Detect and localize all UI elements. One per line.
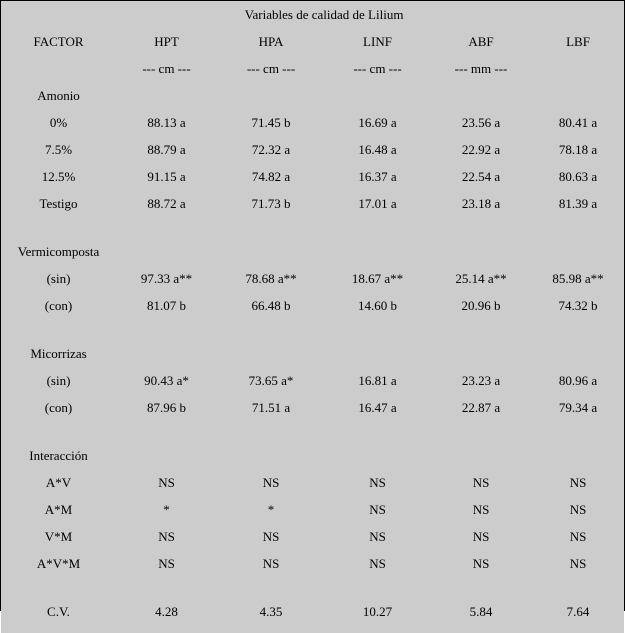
cell-hpt: * <box>116 496 217 523</box>
spacer-row <box>1 319 624 340</box>
footer-cell-abf: 5.84 <box>430 598 532 625</box>
cell-lbf: 81.39 a <box>532 190 624 217</box>
cell-hpt: 88.72 a <box>116 190 217 217</box>
spacer-cell <box>217 577 325 598</box>
group-spacer-cell <box>116 442 217 469</box>
table-row <box>1 523 624 550</box>
cell-lbf: 74.32 b <box>532 292 624 319</box>
spacer-cell <box>430 577 532 598</box>
spacer-row <box>1 421 624 442</box>
spacer-cell <box>116 319 217 340</box>
group-spacer-cell <box>532 442 624 469</box>
quality-variables-table <box>1 1 624 633</box>
row-label: V*M <box>1 523 116 550</box>
table-row <box>1 136 624 163</box>
group-spacer-cell <box>532 238 624 265</box>
row-label: 0% <box>1 109 116 136</box>
spacer-cell <box>1 577 116 598</box>
spacer-cell <box>532 577 624 598</box>
column-header-hpt: HPT <box>116 28 217 55</box>
spacer-cell <box>217 319 325 340</box>
row-label: (sin) <box>1 367 116 394</box>
spacer-cell <box>217 421 325 442</box>
cell-hpa: 66.48 b <box>217 292 325 319</box>
group-header-row <box>1 238 624 265</box>
table-row <box>1 550 624 577</box>
cell-linf: 17.01 a <box>325 190 430 217</box>
table-super-header-row <box>1 1 624 28</box>
cell-linf: 16.69 a <box>325 109 430 136</box>
row-label: Testigo <box>1 190 116 217</box>
spacer-cell <box>1 217 116 238</box>
cell-linf: NS <box>325 550 430 577</box>
table-row <box>1 496 624 523</box>
cell-hpt: 87.96 b <box>116 394 217 421</box>
table-row <box>1 265 624 292</box>
cell-lbf: NS <box>532 469 624 496</box>
row-label: (con) <box>1 394 116 421</box>
footer-cell-lbf: 7.64 <box>532 598 624 625</box>
spacer-cell <box>430 217 532 238</box>
factor-header: FACTOR <box>1 28 116 55</box>
column-header-hpa: HPA <box>217 28 325 55</box>
spacer-cell <box>430 319 532 340</box>
spacer-cell <box>532 421 624 442</box>
spacer-cell <box>532 217 624 238</box>
cell-abf: 23.56 a <box>430 109 532 136</box>
cell-hpa: 74.82 a <box>217 163 325 190</box>
spacer-cell <box>325 577 430 598</box>
column-header-linf: LINF <box>325 28 430 55</box>
cell-lbf: 79.34 a <box>532 394 624 421</box>
units-empty-cell <box>1 55 116 82</box>
cell-abf: NS <box>430 523 532 550</box>
cell-hpa: 71.45 b <box>217 109 325 136</box>
cell-hpt: 81.07 b <box>116 292 217 319</box>
cell-lbf: NS <box>532 523 624 550</box>
corner-cell <box>1 1 116 28</box>
cell-linf: NS <box>325 523 430 550</box>
footer-cell-linf: 10.27 <box>325 598 430 625</box>
cell-linf: 16.37 a <box>325 163 430 190</box>
spacer-cell <box>217 217 325 238</box>
cell-hpt: 88.79 a <box>116 136 217 163</box>
cell-abf: 22.87 a <box>430 394 532 421</box>
table-row <box>1 190 624 217</box>
cell-abf: 22.92 a <box>430 136 532 163</box>
cell-abf: NS <box>430 469 532 496</box>
cell-lbf: NS <box>532 550 624 577</box>
cell-hpa: 71.51 a <box>217 394 325 421</box>
spacer-cell <box>217 625 325 633</box>
spacer-cell <box>116 625 217 633</box>
group-spacer-cell <box>325 340 430 367</box>
super-header-label: Variables de calidad de Lilium <box>116 1 532 28</box>
group-header-row <box>1 442 624 469</box>
spacer-cell <box>325 319 430 340</box>
spacer-cell <box>116 421 217 442</box>
cell-abf: NS <box>430 550 532 577</box>
spacer-cell <box>430 625 532 633</box>
spacer-cell <box>532 625 624 633</box>
cell-hpt: 91.15 a <box>116 163 217 190</box>
table-row <box>1 367 624 394</box>
table-row <box>1 292 624 319</box>
cell-lbf: 80.96 a <box>532 367 624 394</box>
table-row <box>1 394 624 421</box>
group-spacer-cell <box>532 82 624 109</box>
spacer-row <box>1 217 624 238</box>
cell-hpa: 71.73 b <box>217 190 325 217</box>
cell-hpt: 97.33 a** <box>116 265 217 292</box>
units-linf: --- cm --- <box>325 55 430 82</box>
cell-linf: 18.67 a** <box>325 265 430 292</box>
cell-abf: 22.54 a <box>430 163 532 190</box>
cell-hpt: NS <box>116 550 217 577</box>
cell-hpa: NS <box>217 550 325 577</box>
cell-linf: 16.47 a <box>325 394 430 421</box>
group-header-row <box>1 340 624 367</box>
group-label-micorrizas: Micorrizas <box>1 340 116 367</box>
spacer-cell <box>325 625 430 633</box>
spacer-cell <box>116 577 217 598</box>
cell-lbf: NS <box>532 496 624 523</box>
units-hpa: --- cm --- <box>217 55 325 82</box>
group-spacer-cell <box>325 238 430 265</box>
group-spacer-cell <box>430 442 532 469</box>
row-label: (con) <box>1 292 116 319</box>
cell-linf: 16.81 a <box>325 367 430 394</box>
cell-lbf: 80.41 a <box>532 109 624 136</box>
row-label: A*V*M <box>1 550 116 577</box>
spacer-cell <box>325 421 430 442</box>
group-label-amonio: Amonio <box>1 82 116 109</box>
spacer-cell <box>430 421 532 442</box>
group-spacer-cell <box>430 340 532 367</box>
units-hpt: --- cm --- <box>116 55 217 82</box>
group-header-row <box>1 82 624 109</box>
table-header-row <box>1 28 624 55</box>
cell-abf: NS <box>430 496 532 523</box>
group-spacer-cell <box>116 340 217 367</box>
cell-hpa: * <box>217 496 325 523</box>
cell-abf: 25.14 a** <box>430 265 532 292</box>
group-spacer-cell <box>116 238 217 265</box>
bottom-spacer-row <box>1 625 624 633</box>
footer-cell-hpa: 4.35 <box>217 598 325 625</box>
table-row <box>1 109 624 136</box>
group-label-interaccion: Interacción <box>1 442 116 469</box>
table-units-row <box>1 55 624 82</box>
group-spacer-cell <box>217 442 325 469</box>
group-spacer-cell <box>217 238 325 265</box>
table-row <box>1 163 624 190</box>
group-spacer-cell <box>325 442 430 469</box>
cell-linf: NS <box>325 469 430 496</box>
row-label: A*V <box>1 469 116 496</box>
units-abf: --- mm --- <box>430 55 532 82</box>
cell-lbf: 78.18 a <box>532 136 624 163</box>
footer-row <box>1 598 624 625</box>
cell-hpt: NS <box>116 523 217 550</box>
footer-cell-hpt: 4.28 <box>116 598 217 625</box>
column-header-abf: ABF <box>430 28 532 55</box>
row-label: A*M <box>1 496 116 523</box>
cell-hpa: 78.68 a** <box>217 265 325 292</box>
cell-linf: NS <box>325 496 430 523</box>
column-header-lbf: LBF <box>532 1 624 82</box>
cell-linf: 16.48 a <box>325 136 430 163</box>
group-spacer-cell <box>532 340 624 367</box>
cell-hpt: 90.43 a* <box>116 367 217 394</box>
footer-label: C.V. <box>1 598 116 625</box>
spacer-cell <box>325 217 430 238</box>
row-label: 7.5% <box>1 136 116 163</box>
group-label-vermicomposta: Vermicomposta <box>1 238 116 265</box>
spacer-cell <box>532 319 624 340</box>
group-spacer-cell <box>217 340 325 367</box>
cell-hpt: 88.13 a <box>116 109 217 136</box>
table-row <box>1 469 624 496</box>
row-label: (sin) <box>1 265 116 292</box>
cell-hpa: NS <box>217 469 325 496</box>
spacer-cell <box>1 625 116 633</box>
cell-hpa: 73.65 a* <box>217 367 325 394</box>
cell-abf: 23.18 a <box>430 190 532 217</box>
cell-hpa: NS <box>217 523 325 550</box>
cell-lbf: 85.98 a** <box>532 265 624 292</box>
row-label: 12.5% <box>1 163 116 190</box>
group-spacer-cell <box>430 82 532 109</box>
cell-abf: 23.23 a <box>430 367 532 394</box>
cell-abf: 20.96 b <box>430 292 532 319</box>
cell-linf: 14.60 b <box>325 292 430 319</box>
spacer-cell <box>1 421 116 442</box>
group-spacer-cell <box>325 82 430 109</box>
cell-lbf: 80.63 a <box>532 163 624 190</box>
group-spacer-cell <box>217 82 325 109</box>
cell-hpa: 72.32 a <box>217 136 325 163</box>
spacer-cell <box>1 319 116 340</box>
spacer-cell <box>116 217 217 238</box>
cell-hpt: NS <box>116 469 217 496</box>
group-spacer-cell <box>430 238 532 265</box>
spacer-row <box>1 577 624 598</box>
group-spacer-cell <box>116 82 217 109</box>
